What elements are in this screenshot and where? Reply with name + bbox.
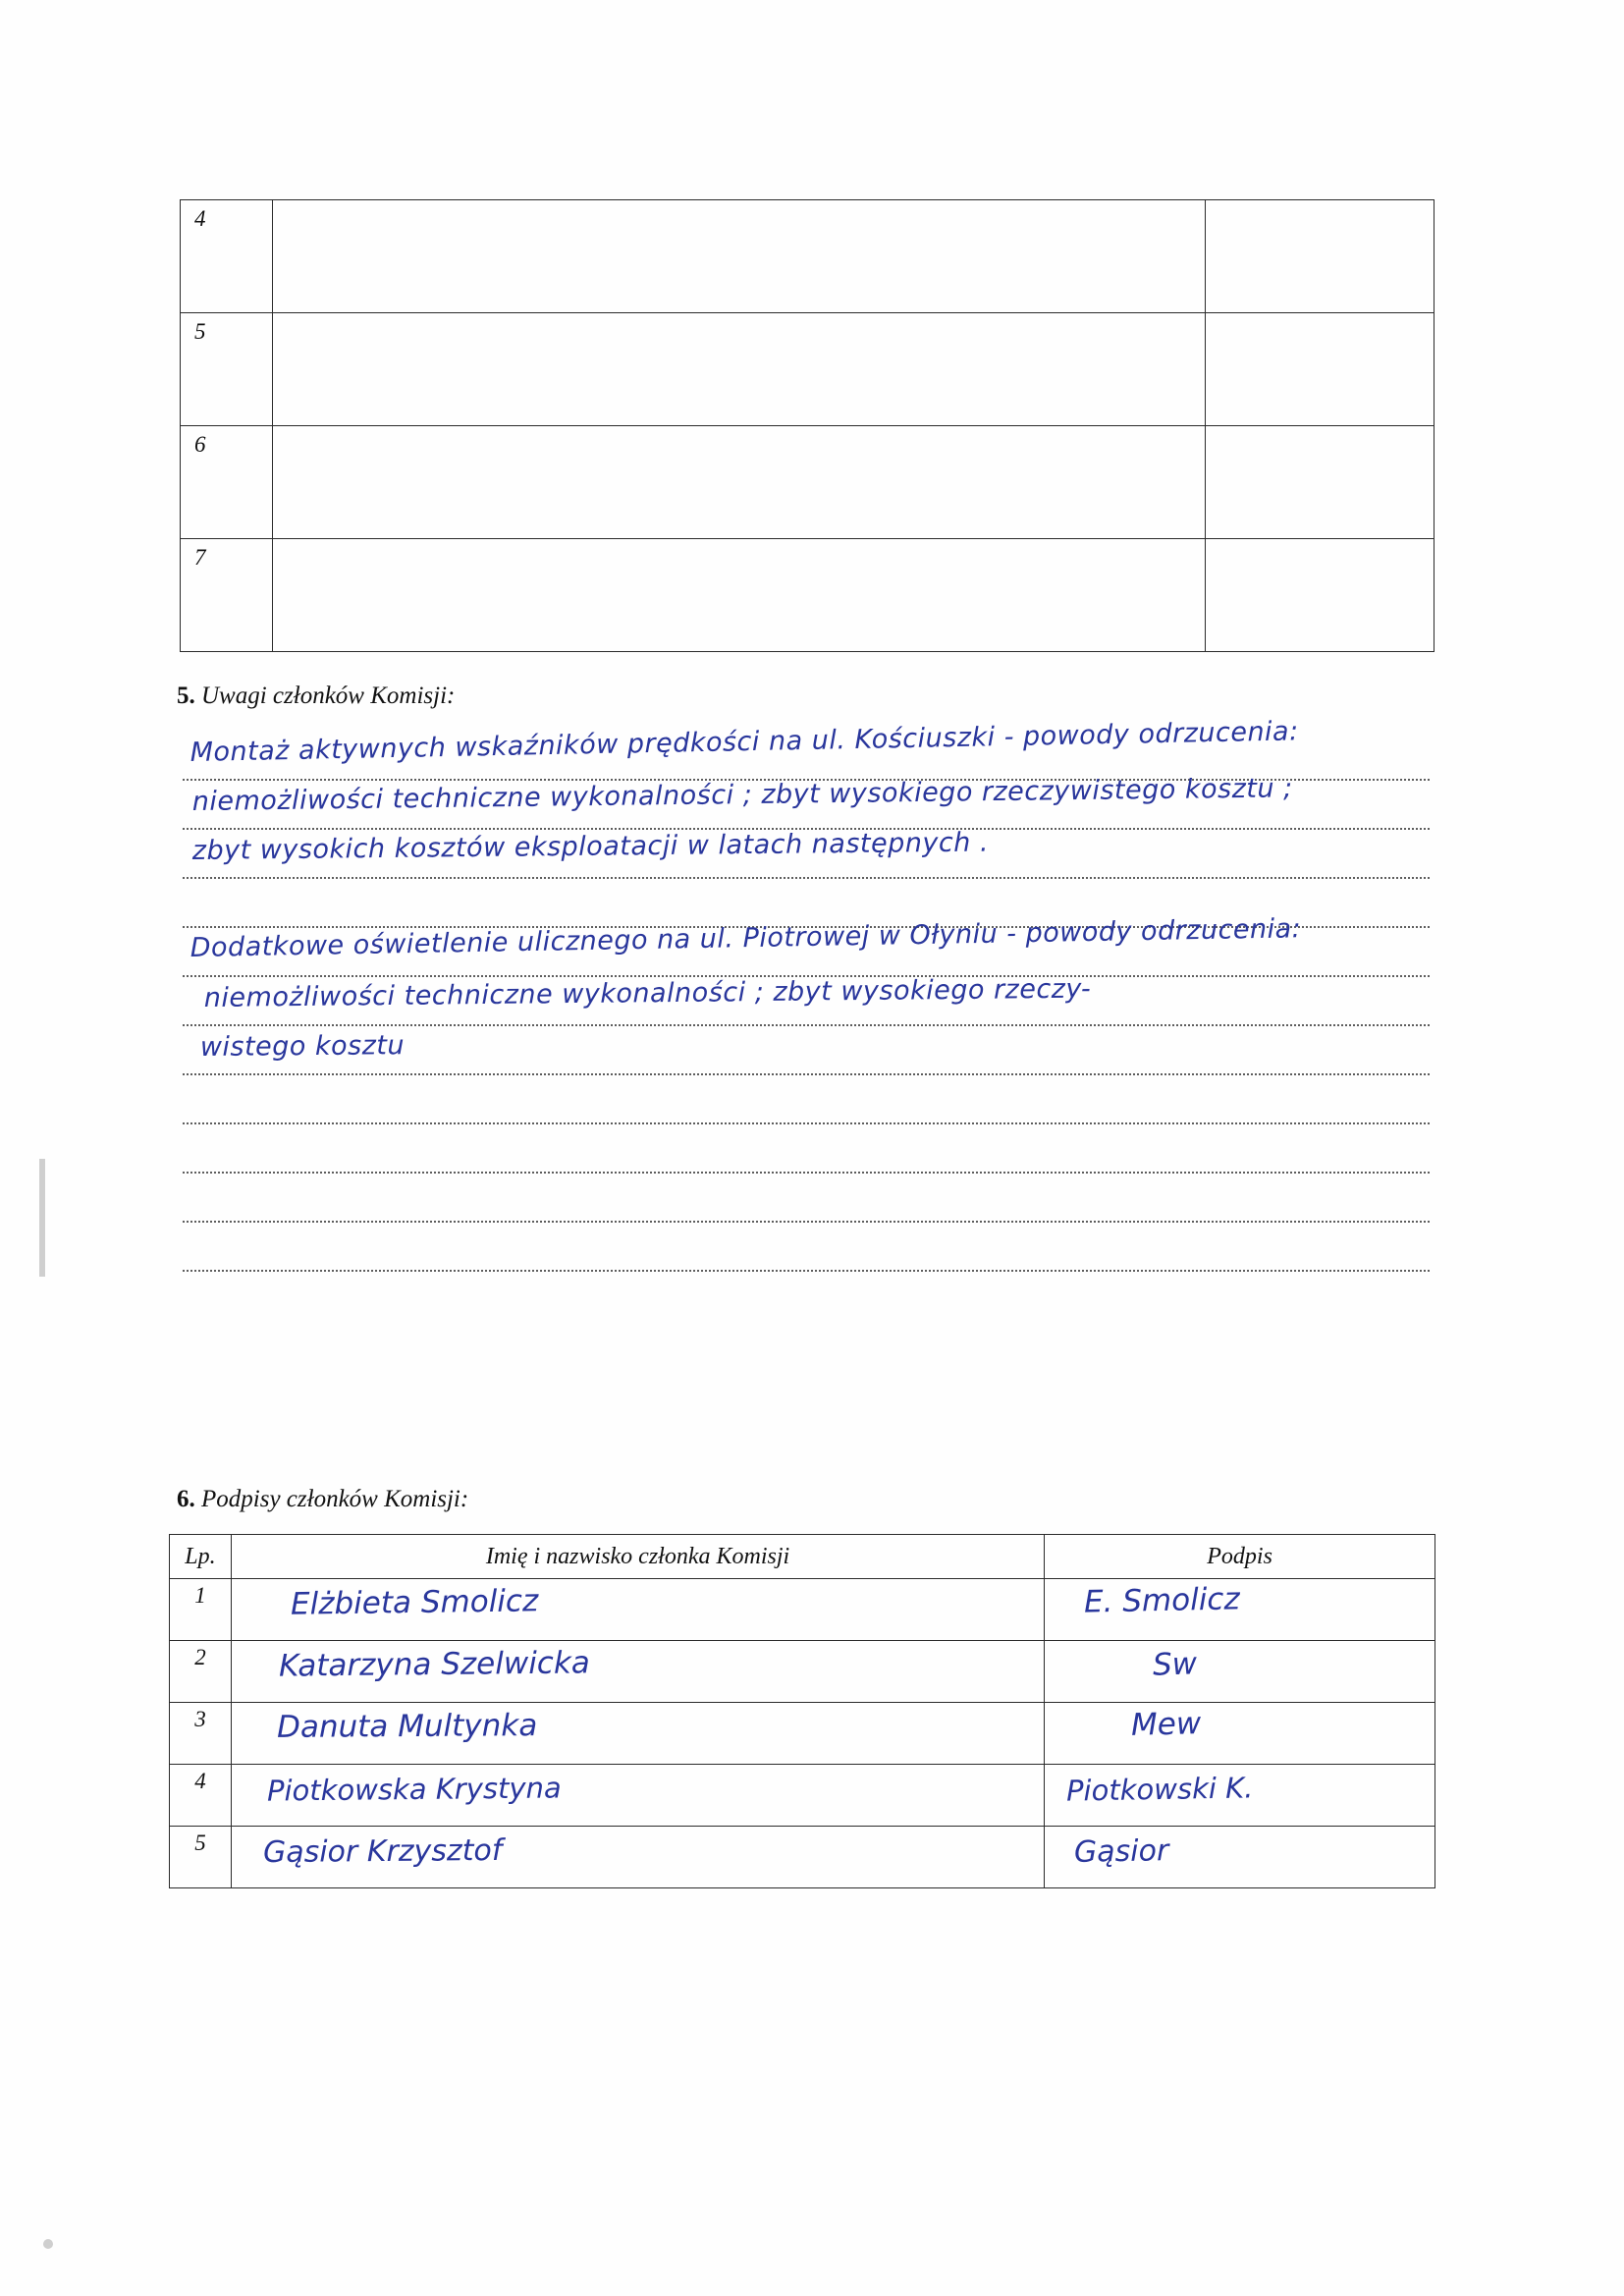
table-cell-lp: 5 — [181, 313, 273, 426]
note-line — [183, 1221, 1430, 1223]
table-cell-name — [231, 1703, 1044, 1765]
remarks-notes-area — [183, 716, 1430, 1321]
note-line — [183, 1024, 1430, 1026]
handwritten-member-name: Danuta Multynka — [276, 1708, 538, 1745]
section-title: Podpisy członków Komisji: — [201, 1486, 469, 1512]
section-heading-signatures — [177, 1486, 468, 1513]
table-cell-extra — [1206, 539, 1435, 652]
table-cell-lp — [170, 1765, 232, 1827]
table-cell-lp — [170, 1827, 232, 1888]
table-cell-lp — [170, 1641, 232, 1703]
handwritten-member-name: Katarzyna Szelwicka — [278, 1645, 590, 1684]
section-number: 6. — [177, 1486, 195, 1512]
table-cell-lp — [170, 1703, 232, 1765]
section-heading-remarks — [177, 683, 455, 710]
table-cell-lp: 4 — [181, 200, 273, 313]
handwritten-remark-line: Montaż aktywnych wskaźników prędkości na ul. Kościuszki - powody odrzucenia: — [189, 716, 1299, 768]
column-header-name: Imię i nazwisko członka Komisji — [231, 1535, 1044, 1579]
table-cell-lp: 6 — [181, 426, 273, 539]
handwritten-member-name: Elżbieta Smolicz — [290, 1583, 539, 1622]
section-number: 5. — [177, 683, 195, 709]
table-cell-lp — [170, 1579, 232, 1641]
table-row — [181, 426, 1435, 539]
handwritten-remark-line: wistego kosztu — [199, 1030, 406, 1063]
table-cell-signature — [1045, 1765, 1435, 1827]
table-cell-extra — [1206, 200, 1435, 313]
table-row — [170, 1641, 1435, 1703]
handwritten-signature: Mew — [1130, 1706, 1202, 1743]
handwritten-remark-line: niemożliwości techniczne wykonalności ; zbyt wysokiego rzeczy- — [203, 973, 1092, 1013]
table-cell-signature — [1045, 1641, 1435, 1703]
table-cell-extra — [1206, 313, 1435, 426]
handwritten-signature: Sw — [1152, 1646, 1198, 1683]
scan-edge-dot — [43, 2239, 53, 2249]
handwritten-signature: Gąsior — [1073, 1833, 1169, 1870]
row-number: 4 — [194, 1769, 206, 1793]
note-line — [183, 1073, 1430, 1075]
table-row — [170, 1579, 1435, 1641]
section-title: Uwagi członków Komisji: — [201, 683, 456, 709]
table-cell-content — [273, 313, 1206, 426]
column-header-signature: Podpis — [1045, 1535, 1435, 1579]
note-line — [183, 1172, 1430, 1174]
note-line — [183, 877, 1430, 879]
column-header-lp: Lp. — [170, 1535, 232, 1579]
table-cell-name — [231, 1579, 1044, 1641]
table-header-row — [170, 1535, 1435, 1579]
note-line — [183, 1122, 1430, 1124]
table-row — [181, 539, 1435, 652]
handwritten-member-name: Gąsior Krzysztof — [262, 1832, 503, 1871]
table-cell-name — [231, 1641, 1044, 1703]
handwritten-signature: E. Smolicz — [1083, 1581, 1241, 1620]
table-cell-name — [231, 1765, 1044, 1827]
table-row — [170, 1765, 1435, 1827]
row-number: 5 — [194, 1831, 206, 1855]
table-cell-extra — [1206, 426, 1435, 539]
row-number: 1 — [194, 1583, 206, 1608]
handwritten-remark-line: zbyt wysokich kosztów eksploatacji w latach następnych . — [191, 827, 990, 866]
table-cell-lp: 7 — [181, 539, 273, 652]
items-table — [180, 199, 1435, 652]
table-cell-content — [273, 200, 1206, 313]
scan-edge-mark — [39, 1159, 45, 1277]
table-cell-content — [273, 426, 1206, 539]
row-number: 2 — [194, 1645, 206, 1669]
table-cell-name — [231, 1827, 1044, 1888]
table-cell-signature — [1045, 1579, 1435, 1641]
signatures-table — [169, 1534, 1435, 1888]
handwritten-remark-line: Dodatkowe oświetlenie ulicznego na ul. Piotrowej w Ołyniu - powody odrzucenia: — [189, 913, 1302, 963]
table-row — [181, 200, 1435, 313]
handwritten-member-name: Piotkowska Krystyna — [266, 1771, 562, 1808]
table-row — [170, 1827, 1435, 1888]
table-cell-signature — [1045, 1703, 1435, 1765]
table-row — [181, 313, 1435, 426]
handwritten-remark-line: niemożliwości techniczne wykonalności ; zbyt wysokiego rzeczywistego kosztu ; — [191, 773, 1293, 817]
table-row — [170, 1703, 1435, 1765]
table-cell-signature — [1045, 1827, 1435, 1888]
handwritten-signature: Piotkowski K. — [1065, 1771, 1254, 1808]
note-line — [183, 1270, 1430, 1272]
table-cell-content — [273, 539, 1206, 652]
row-number: 3 — [194, 1707, 206, 1731]
